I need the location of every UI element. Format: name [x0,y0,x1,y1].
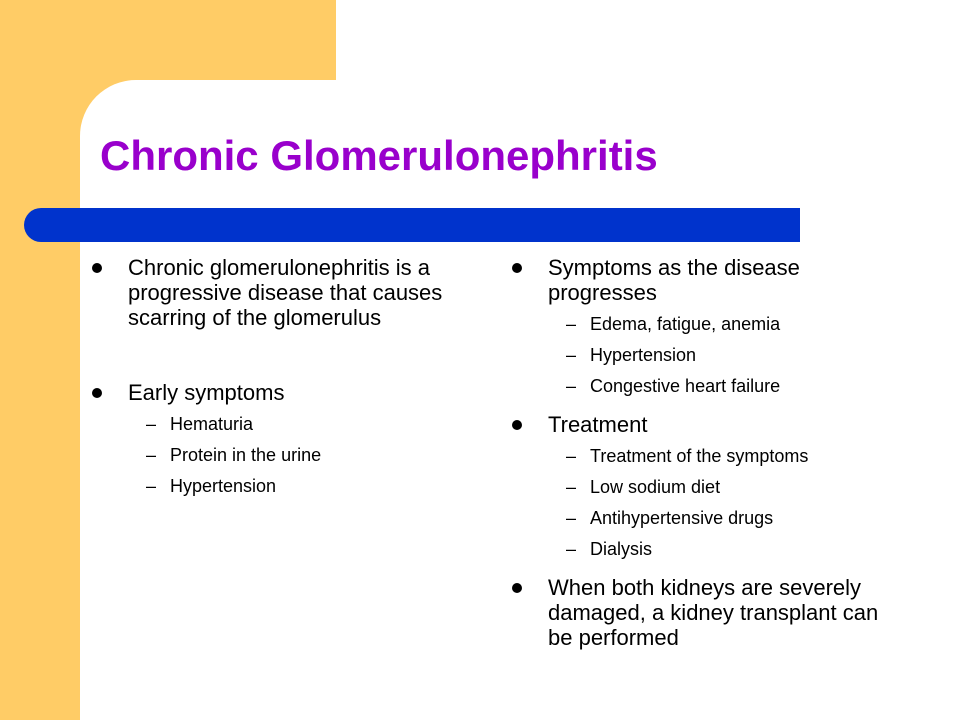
dash-icon: – [146,445,157,465]
bullet-dot-icon [512,263,522,273]
dash-icon: – [566,508,577,528]
left-column [90,255,465,502]
decorative-rounded-corner [80,80,336,280]
sub-list [548,441,890,565]
title-underline-bar [24,208,800,242]
bullet-text: When both kidneys are severely damaged, a kidney transplant can be performed [548,575,879,650]
bullet-text: Symptoms as the disease progresses [548,255,800,305]
bullet-text: Chronic glomerulonephritis is a progressive disease that causes scarring of the glomerulus [128,255,443,330]
sub-item-text: Antihypertensive drugs [590,508,774,528]
dash-icon: – [566,376,577,396]
sub-item-text: Hypertension [170,476,277,496]
dash-icon: – [566,539,577,559]
bullet-transplant [510,575,890,650]
sub-list [128,409,465,502]
slide-title: Chronic Glomerulonephritis [100,132,658,179]
dash-icon: – [566,314,577,334]
sub-item-hypertension [548,340,890,371]
sub-item-text: Low sodium diet [590,477,721,497]
bullet-text: Early symptoms [128,380,285,405]
dash-icon: – [146,476,157,496]
sub-item-text: Dialysis [590,539,653,559]
bullet-dot-icon [512,583,522,593]
bullet-dot-icon [512,420,522,430]
dash-icon: – [566,345,577,365]
dash-icon: – [146,414,157,434]
sub-item-text: Treatment of the symptoms [590,446,809,466]
sub-item-hypertension [128,471,465,502]
bullet-early-symptoms [90,380,465,502]
sub-item-edema [548,309,890,340]
bullet-dot-icon [92,388,102,398]
sub-item-text: Hypertension [590,345,697,365]
sub-item-antihypertensive [548,503,890,534]
sub-item-text: Hematuria [170,414,254,434]
bullet-progressive-symptoms [510,255,890,402]
dash-icon: – [566,446,577,466]
dash-icon: – [566,477,577,497]
right-column [510,255,890,650]
bullet-dot-icon [92,263,102,273]
sub-item-dialysis [548,534,890,565]
sub-list [548,309,890,402]
bullet-text: Treatment [548,412,648,437]
sub-item-hematuria [128,409,465,440]
bullet-treatment [510,412,890,565]
sub-item-treat-symptoms [548,441,890,472]
sub-item-text: Congestive heart failure [590,376,781,396]
sub-item-low-sodium [548,472,890,503]
sub-item-text: Protein in the urine [170,445,322,465]
sub-item-heart-failure [548,371,890,402]
sub-item-text: Edema, fatigue, anemia [590,314,781,334]
sub-item-protein [128,440,465,471]
bullet-chronic-definition [90,255,465,330]
